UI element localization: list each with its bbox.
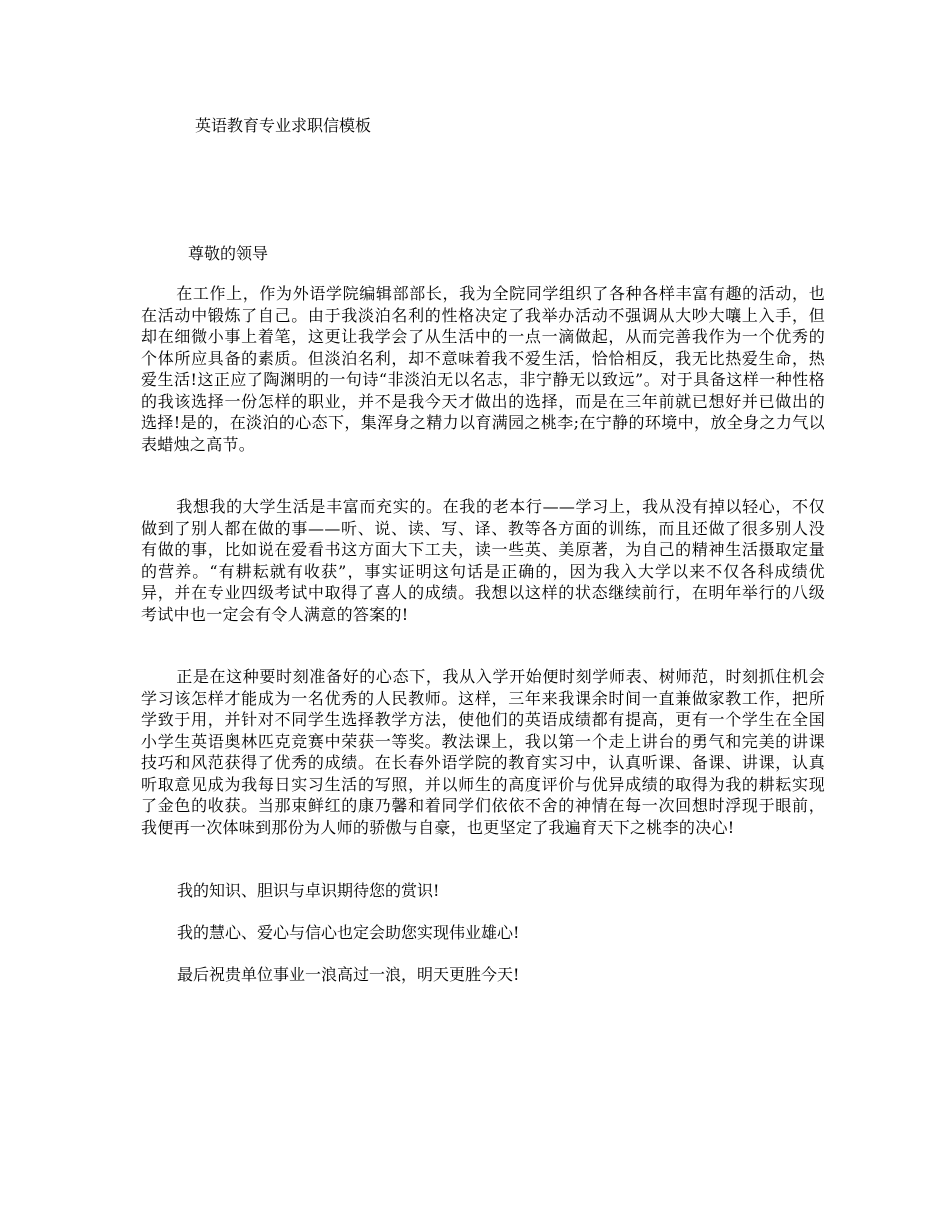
body-paragraph: 在工作上，作为外语学院编辑部部长，我为全院同学组织了各种各样丰富有趣的活动，也在活动中锻炼了自己。由于我淡泊名利的性格决定了我举办活动不强调从大吵大嚷上入手，但却在细微小事上着笔，这更让我学会了从生活中的一点一滴做起，从而完善我作为一个优秀的个体所应具备的素质。但淡泊名利，却不意味着我不爱生活，恰恰相反，我无比热爱生命，热爱生活!这正应了陶渊明的一句诗“非淡泊无以名志，非宁静无以致远”。对于具备这样一种性格的我该选择一份怎样的职业，并不是我今天才做出的选择，而是在三年前就已想好并已做出的选择!是的，在淡泊的心态下，集浑身之精力以育满园之桃李;在宁静的环境中，放全身之力气以表蜡烛之高节。 [141, 284, 825, 454]
closing-line: 我的慧心、爱心与信心也定会助您实现伟业雄心! [177, 923, 520, 942]
body-paragraph-3-container [141, 666, 825, 838]
closing-line: 最后祝贵单位事业一浪高过一浪，明天更胜今天! [177, 965, 520, 984]
closing-line: 我的知识、胆识与卓识期待您的赏识! [177, 881, 440, 900]
document-title: 英语教育专业求职信模板 [195, 116, 372, 135]
body-paragraph-1-container [141, 283, 825, 455]
body-paragraph: 我想我的大学生活是丰富而充实的。在我的老本行——学习上，我从没有掉以轻心，不仅做到了别人都在做的事——听、说、读、写、译、教等各方面的训练，而且还做了很多别人没有做的事，比如说在爱看书这方面大下工夫，读一些英、美原著，为自己的精神生活摄取定量的营养。“有耕耘就有收获”，事实证明这句话是正确的，因为我入大学以来不仅各科成绩优异，并在专业四级考试中取得了喜人的成绩。我想以这样的状态继续前行，在明年举行的八级考试中也一定会有令人满意的答案的! [141, 497, 825, 624]
body-paragraph: 正是在这种要时刻准备好的心态下，我从入学开始便时刻学师表、树师范，时刻抓住机会学习该怎样才能成为一名优秀的人民教师。这样，三年来我课余时间一直兼做家教工作，把所学致于用，并针对不同学生选择教学方法，使他们的英语成绩都有提高，更有一个学生在全国小学生英语奥林匹克竞赛中荣获一等奖。教法课上，我以第一个走上讲台的勇气和完美的讲课技巧和风范获得了优秀的成绩。在长春外语学院的教育实习中，认真听课、备课、讲课，认真听取意见成为我每日实习生活的写照，并以师生的高度评价与优异成绩的取得为我的耕耘实现了金色的收获。当那束鲜红的康乃馨和着同学们依依不舍的神情在每一次回想时浮现于眼前，我便再一次体味到那份为人师的骄傲与自豪，也更坚定了我遍育天下之桃李的决心! [141, 667, 825, 837]
salutation: 尊敬的领导 [188, 244, 269, 263]
body-paragraph-2-container [141, 496, 825, 625]
